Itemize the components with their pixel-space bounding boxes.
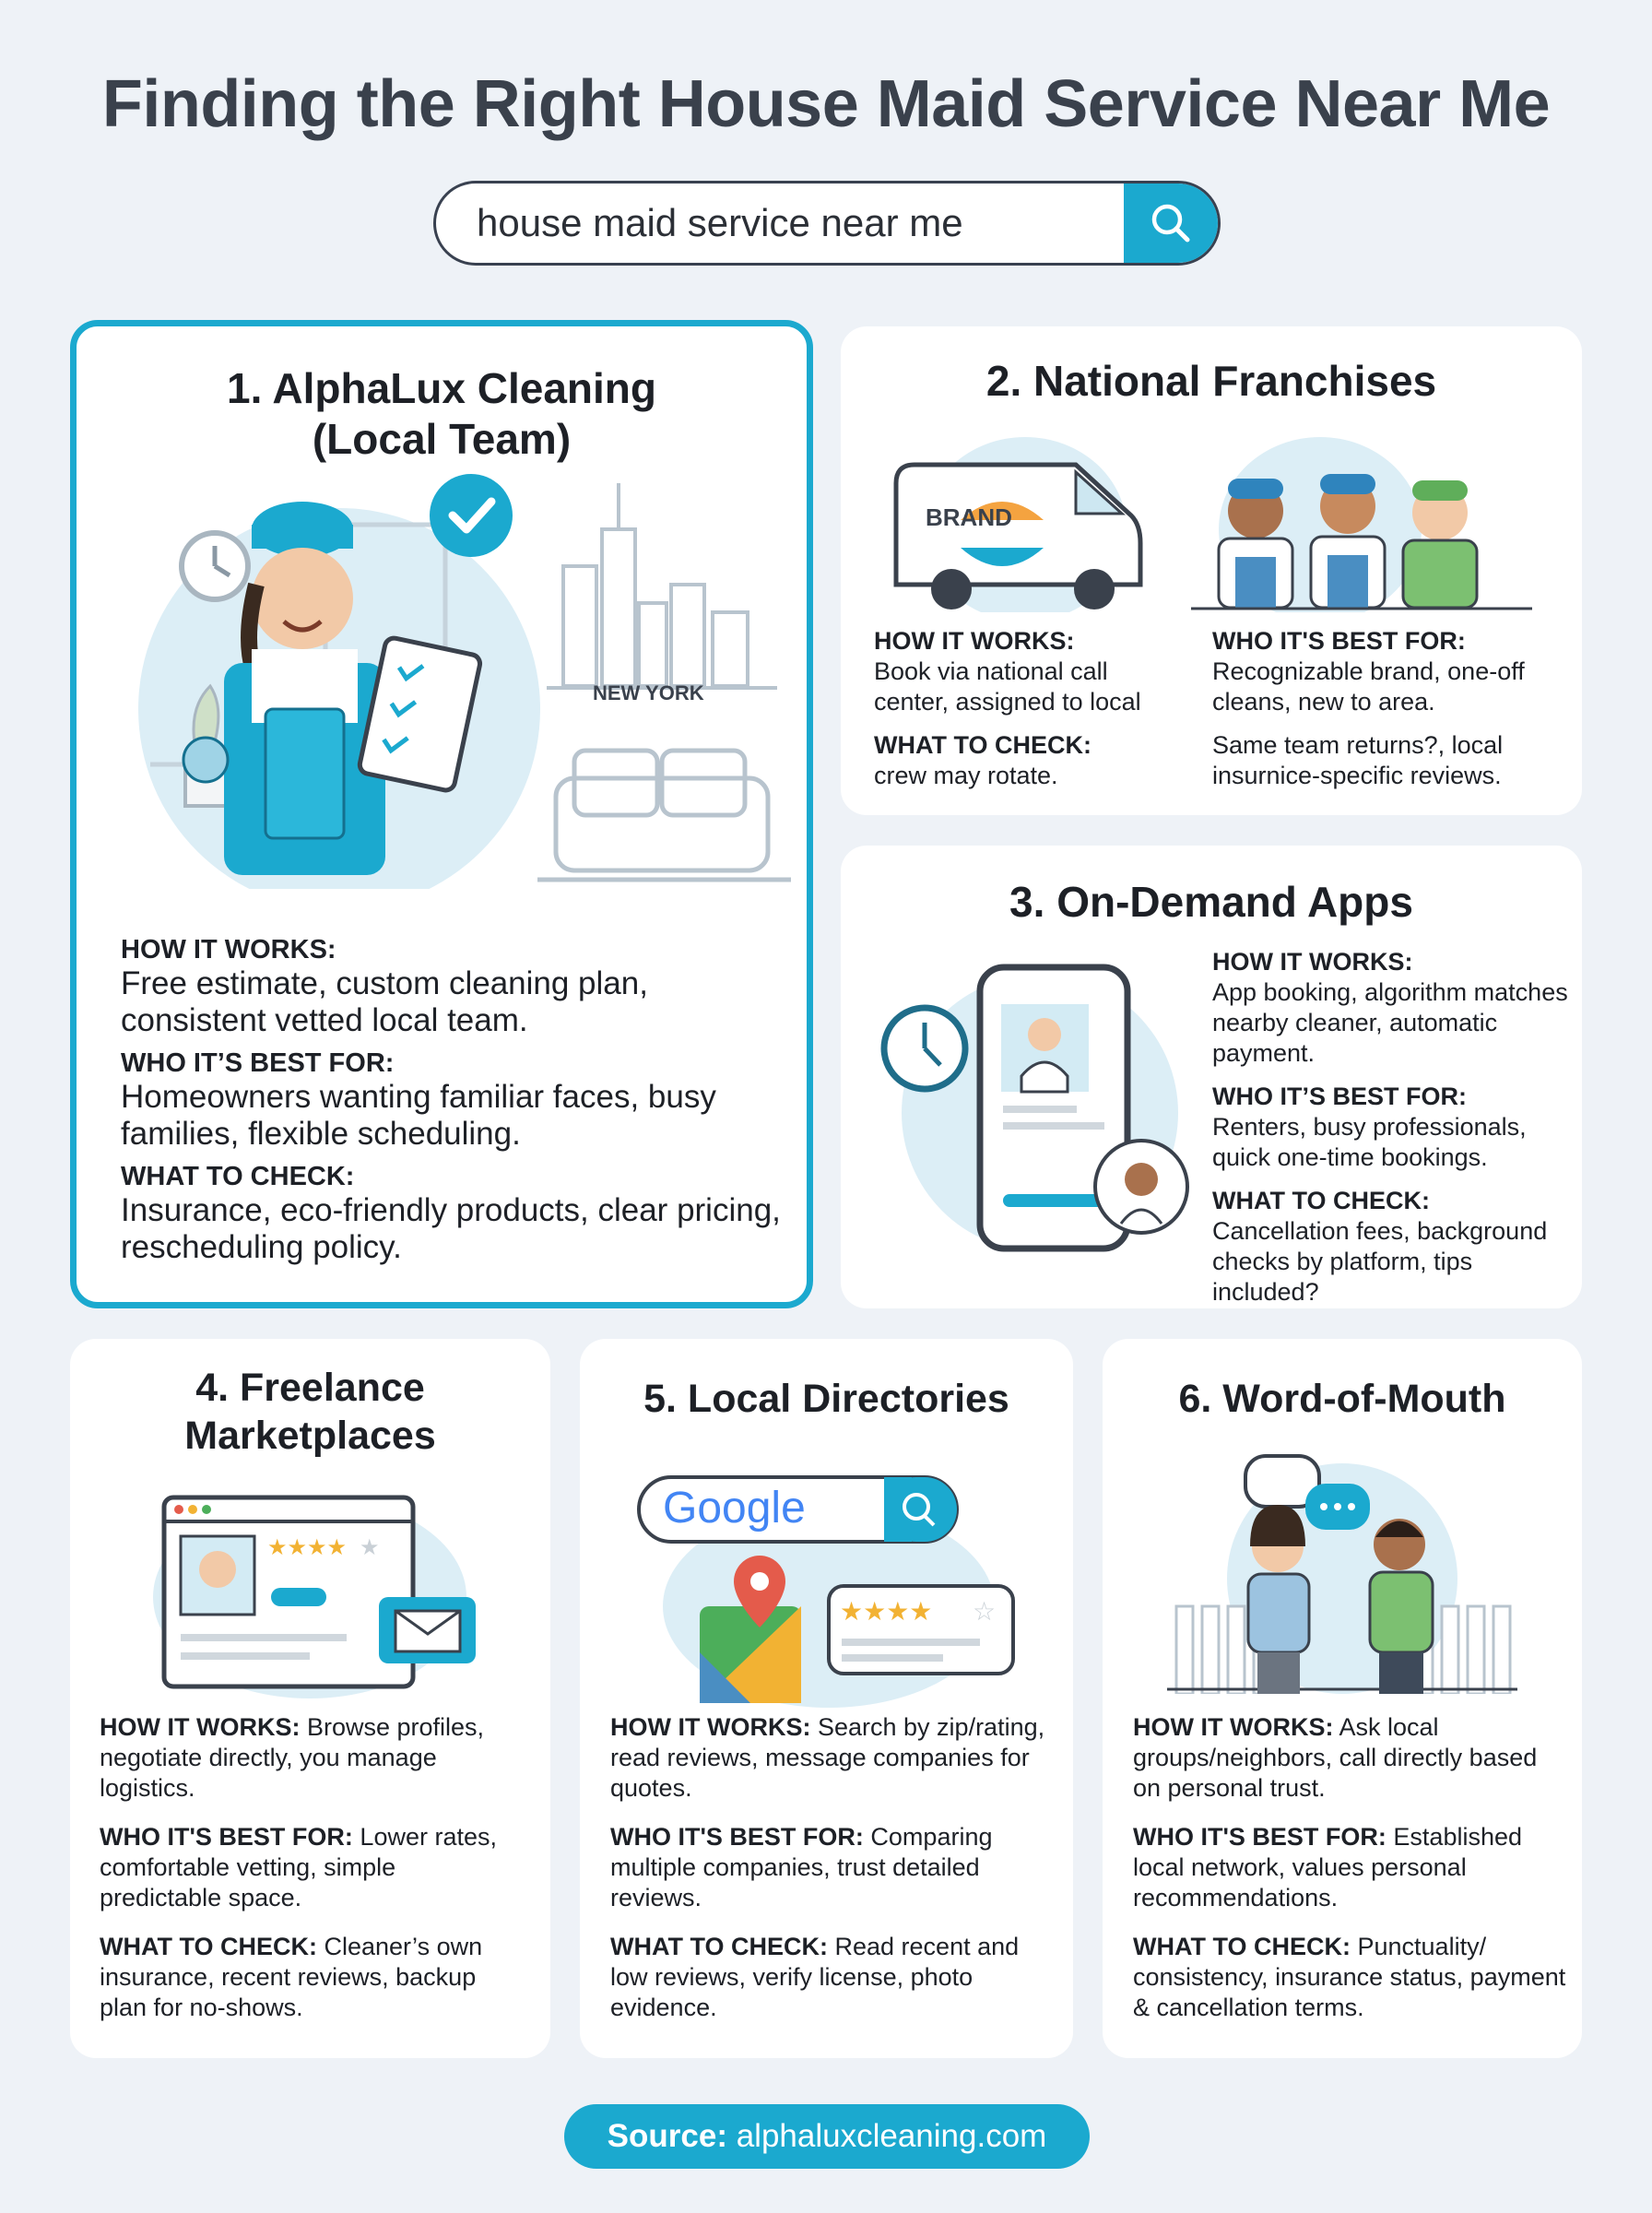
card-body-right (1212, 626, 1563, 804)
card-title: 6. Word-of-Mouth (1178, 1377, 1506, 1421)
who-text: Recognizable brand, one-off cleans, new to area. (1212, 657, 1525, 716)
who-text: Comparing multiple companies, trust detailed reviews. (610, 1823, 993, 1911)
check-icon (430, 474, 513, 557)
who-label: WHO IT'S BEST FOR: (1133, 1823, 1386, 1851)
who-label: WHO IT'S BEST FOR: (100, 1823, 353, 1851)
card-body (1133, 1712, 1566, 2041)
who-text: Renters, busy professionals, quick one-time bookings. (1212, 1113, 1527, 1171)
neighbors-illustration (1158, 1445, 1527, 1694)
extra-text: Same team returns?, local insurnice-specific reviews. (1212, 731, 1504, 789)
rating-stars-icon: ★★★★ (840, 1596, 933, 1627)
how-label: HOW IT WORKS: (1212, 948, 1413, 976)
check-text: Punctuality/ consistency, insurance status, payment & cancellation terms. (1133, 1933, 1566, 2021)
card-body (1212, 947, 1572, 1320)
svg-text:★: ★ (360, 1534, 380, 1560)
check-label: WHAT TO CHECK: (121, 1162, 355, 1191)
van-brand-label: BRAND (926, 503, 1012, 531)
who-text: Established local network, values personal recommendations. (1133, 1823, 1523, 1911)
card-title-line-2: (Local Team) (312, 415, 572, 464)
card-title-line-2: Marketplaces (184, 1413, 436, 1458)
who-label: WHO IT'S BEST FOR: (1212, 627, 1466, 655)
check-label: WHAT TO CHECK: (100, 1933, 317, 1960)
page-title: Finding the Right House Maid Service Near Me (101, 67, 1551, 141)
phone-app-illustration (874, 956, 1206, 1307)
marketplace-illustration (135, 1486, 503, 1708)
how-label: HOW IT WORKS: (1133, 1713, 1334, 1741)
card-national-franchises (841, 326, 1582, 815)
sofa-icon (537, 751, 791, 880)
card-title-line-1: 4. Freelance (195, 1366, 425, 1410)
city-skyline (547, 483, 777, 688)
who-text: Lower rates, comfortable vetting, simple predictable space. (100, 1823, 497, 1911)
card-local-directories (580, 1339, 1073, 2058)
how-text: Search by zip/rating, read reviews, message companies for quotes. (610, 1713, 1045, 1802)
card-title-line-1: 1. AlphaLux Cleaning (226, 364, 657, 412)
card-body (610, 1712, 1053, 2041)
check-label: WHAT TO CHECK: (874, 731, 1092, 759)
google-logo: Google (663, 1484, 806, 1533)
card-body (121, 926, 785, 1266)
check-label: WHAT TO CHECK: (610, 1933, 828, 1960)
source-label: Source: (607, 2118, 727, 2154)
card-title: 3. On-Demand Apps (1009, 878, 1413, 926)
svg-text:☆: ☆ (973, 1596, 997, 1627)
how-text: Book via national call center, assigned to local (874, 657, 1141, 716)
how-text: Ask local groups/neighbors, call directly based on personal trust. (1133, 1713, 1538, 1802)
card-title (77, 363, 807, 465)
card-title: 2. National Franchises (985, 357, 1437, 405)
how-text: Browse profiles, negotiate directly, you manage logistics. (100, 1713, 485, 1802)
card-body (100, 1712, 524, 2041)
how-label: HOW IT WORKS: (610, 1713, 811, 1741)
search-input[interactable]: house maid service near me (477, 201, 963, 244)
card-alphalux (70, 320, 813, 1308)
source-link[interactable]: alphaluxcleaning.com (736, 2118, 1047, 2154)
search-button[interactable] (1124, 183, 1218, 263)
workers-icon (1191, 474, 1532, 609)
source-badge[interactable] (564, 2104, 1090, 2169)
card-freelance-marketplaces (70, 1339, 550, 2058)
card-body-left (874, 626, 1187, 804)
how-label: HOW IT WORKS: (874, 627, 1075, 655)
check-label: WHAT TO CHECK: (1133, 1933, 1351, 1960)
who-label: WHO IT'S BEST FOR: (610, 1823, 864, 1851)
check-text: Read recent and low reviews, verify license, photo evidence. (610, 1933, 1020, 2021)
how-text: Free estimate, custom cleaning plan, consistent vetted local team. (121, 965, 648, 1038)
city-label: NEW YORK (593, 681, 704, 704)
who-text: Homeowners wanting familiar faces, busy families, flexible scheduling. (121, 1079, 716, 1152)
who-label: WHO IT’S BEST FOR: (121, 1048, 395, 1078)
who-label: WHO IT’S BEST FOR: (1212, 1083, 1467, 1110)
check-text: Insurance, eco-friendly products, clear pricing, rescheduling policy. (121, 1192, 781, 1265)
check-text: crew may rotate. (874, 762, 1058, 789)
how-text: App booking, algorithm matches nearby cleaner, automatic payment. (1212, 978, 1568, 1067)
how-label: HOW IT WORKS: (100, 1713, 301, 1741)
card-title (70, 1365, 550, 1460)
card-word-of-mouth (1103, 1339, 1582, 2058)
check-text: Cancellation fees, background checks by platform, tips included? (1212, 1217, 1548, 1306)
check-text: Cleaner’s own insurance, recent reviews, backup plan for no-shows. (100, 1933, 483, 2021)
card-on-demand-apps (841, 846, 1582, 1308)
how-label: HOW IT WORKS: (121, 935, 336, 964)
search-bar[interactable] (433, 181, 1221, 266)
rating-stars-icon: ★★★★ (267, 1534, 348, 1560)
check-label: WHAT TO CHECK: (1212, 1187, 1430, 1214)
card-title: 5. Local Directories (643, 1377, 1009, 1421)
search-icon (1148, 200, 1194, 246)
